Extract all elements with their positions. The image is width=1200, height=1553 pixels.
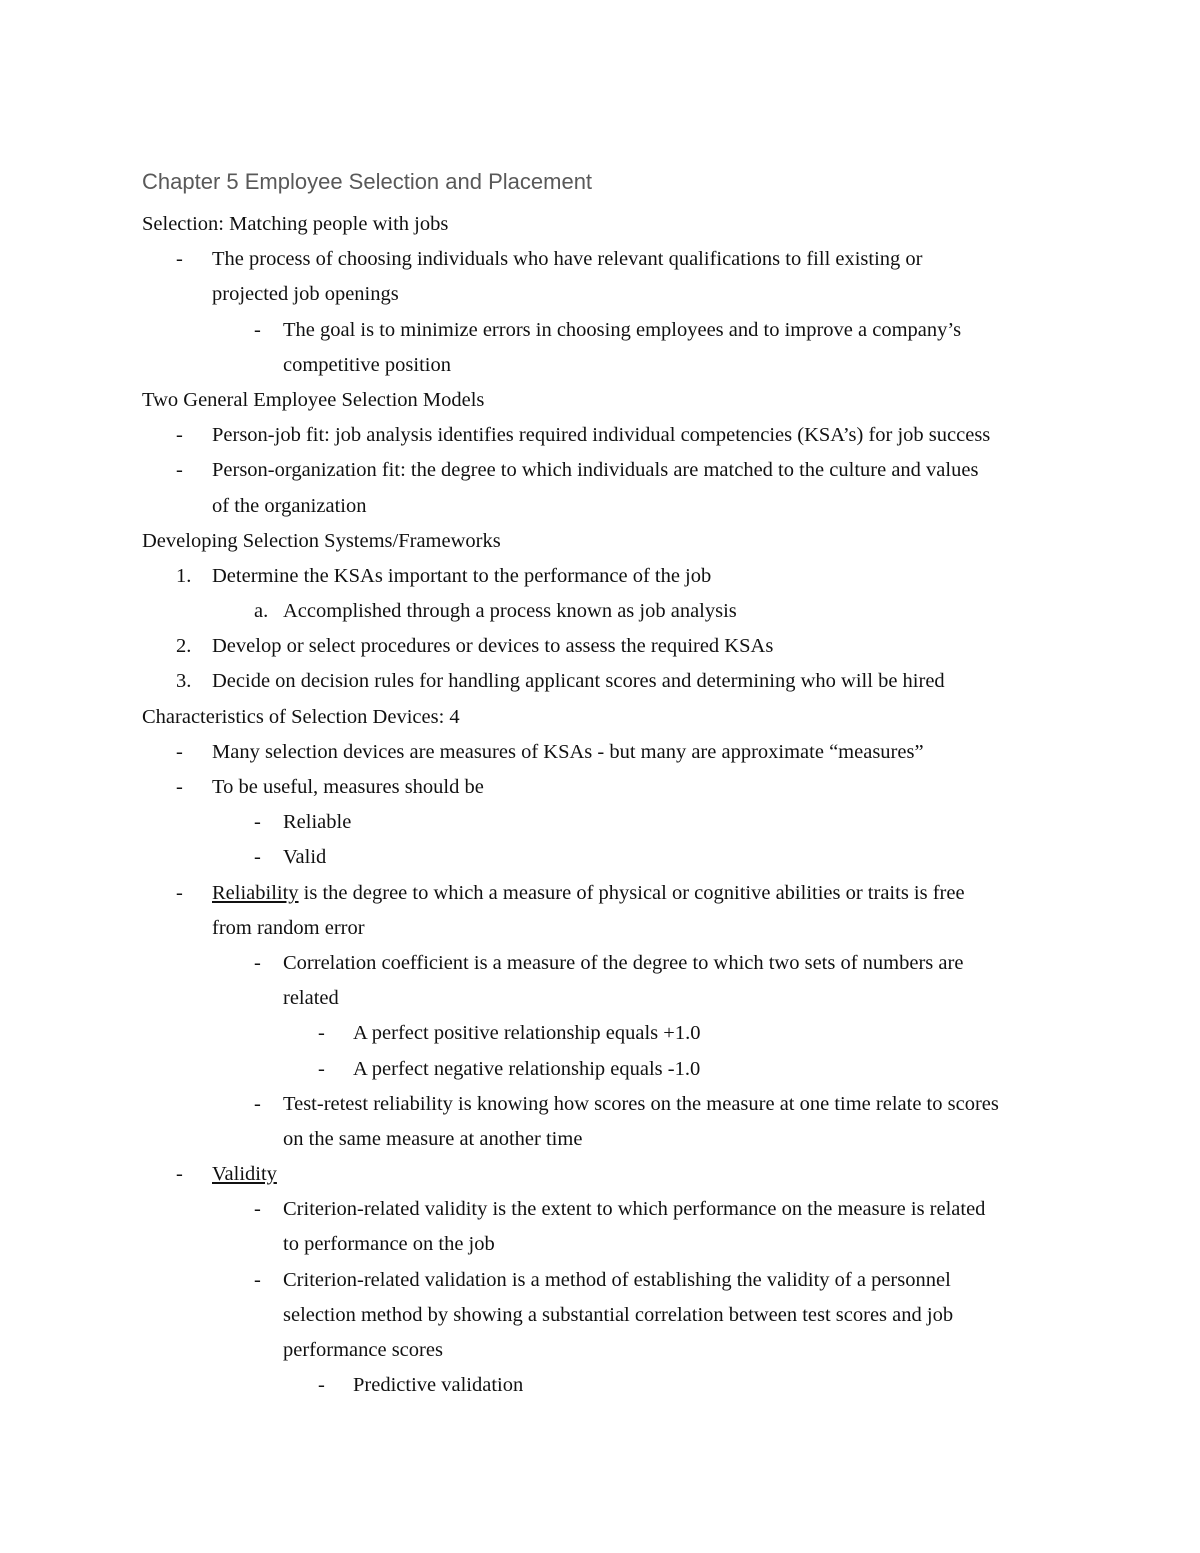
list-item-text: Develop or select procedures or devices to assess the required KSAs bbox=[212, 635, 774, 658]
list-item-text: Decide on decision rules for handling applicant scores and determining who will be hired bbox=[212, 670, 945, 693]
list-item-continuation bbox=[0, 489, 1200, 524]
list-item bbox=[0, 1263, 1200, 1298]
list-item-text: Accomplished through a process known as job analysis bbox=[283, 600, 737, 623]
list-item bbox=[0, 840, 1200, 875]
bullet-marker: - bbox=[318, 1022, 325, 1045]
bullet-marker: - bbox=[318, 1374, 325, 1397]
section-heading-selection-models bbox=[0, 383, 1200, 418]
list-item bbox=[0, 1192, 1200, 1227]
bullet-marker: - bbox=[318, 1057, 325, 1080]
list-item-continuation bbox=[0, 277, 1200, 312]
list-item-continuation bbox=[0, 911, 1200, 946]
bullet-marker: - bbox=[254, 951, 261, 974]
list-item-text: selection method by showing a substantial correlation between test scores and job bbox=[283, 1303, 954, 1326]
list-item-text: A perfect negative relationship equals -1.0 bbox=[353, 1057, 701, 1080]
section-heading-selection-systems bbox=[0, 524, 1200, 559]
list-item-text: Test-retest reliability is knowing how scores on the measure at one time relate to scores bbox=[283, 1092, 999, 1115]
list-item-text: Valid bbox=[283, 846, 327, 869]
bullet-marker: - bbox=[176, 1163, 183, 1186]
term-reliability: Reliability bbox=[212, 881, 299, 904]
list-item-text: Predictive validation bbox=[353, 1374, 524, 1397]
list-item-continuation bbox=[0, 1298, 1200, 1333]
heading-text: Characteristics of Selection Devices: 4 bbox=[142, 705, 460, 728]
bullet-marker: - bbox=[176, 776, 183, 798]
bullet-marker: - bbox=[176, 459, 183, 482]
term-validity: Validity bbox=[212, 1163, 277, 1186]
page-title: Chapter 5 Employee Selection and Placement bbox=[142, 169, 593, 194]
bullet-marker: - bbox=[176, 881, 183, 904]
list-item-text: performance scores bbox=[283, 1339, 443, 1361]
list-item-text: projected job openings bbox=[212, 283, 399, 306]
letter-marker: a. bbox=[254, 600, 269, 623]
list-item bbox=[0, 770, 1200, 805]
list-item-text: of the organization bbox=[212, 494, 367, 517]
list-item-text: from random error bbox=[212, 916, 365, 939]
list-item bbox=[0, 876, 1200, 911]
list-item-text: to performance on the job bbox=[283, 1233, 495, 1256]
section-heading-selection-devices bbox=[0, 700, 1200, 735]
numbered-item bbox=[0, 664, 1200, 699]
number-marker: 3. bbox=[176, 670, 192, 693]
list-item-continuation bbox=[0, 348, 1200, 383]
list-item-text: Reliable bbox=[283, 811, 352, 834]
list-item bbox=[0, 735, 1200, 770]
list-item-text: The process of choosing individuals who have relevant qualifications to fill existing or bbox=[212, 248, 923, 271]
list-item bbox=[0, 1368, 1200, 1403]
list-item-text: Determine the KSAs important to the performance of the job bbox=[212, 564, 712, 587]
bullet-marker: - bbox=[254, 1198, 261, 1221]
number-marker: 2. bbox=[176, 635, 192, 658]
bullet-marker: - bbox=[254, 318, 261, 341]
list-item-text: Criterion-related validation is a method of establishing the validity of a personnel bbox=[283, 1268, 951, 1291]
list-item-text bbox=[212, 876, 965, 911]
list-item-text: Person-organization fit: the degree to which individuals are matched to the culture and values bbox=[212, 459, 979, 482]
list-item bbox=[0, 418, 1200, 453]
list-item bbox=[0, 1087, 1200, 1122]
numbered-item bbox=[0, 559, 1200, 594]
list-item-text: To be useful, measures should be bbox=[212, 776, 484, 798]
list-item bbox=[0, 313, 1200, 348]
list-item bbox=[0, 805, 1200, 840]
bullet-marker: - bbox=[176, 740, 183, 763]
section-heading-selection bbox=[0, 207, 1200, 242]
list-item-text: The goal is to minimize errors in choosing employees and to improve a company’s bbox=[283, 318, 962, 341]
bullet-marker: - bbox=[254, 846, 261, 869]
heading-text: Two General Employee Selection Models bbox=[142, 388, 485, 411]
list-item bbox=[0, 242, 1200, 277]
bullet-marker: - bbox=[254, 1268, 261, 1291]
list-item bbox=[0, 1052, 1200, 1087]
bullet-marker: - bbox=[254, 1092, 261, 1115]
list-item-continuation bbox=[0, 981, 1200, 1016]
list-item bbox=[0, 1157, 1200, 1192]
list-item bbox=[0, 1016, 1200, 1051]
list-item-continuation bbox=[0, 1227, 1200, 1262]
number-marker: 1. bbox=[176, 564, 192, 587]
lettered-item bbox=[0, 594, 1200, 629]
list-item-text: competitive position bbox=[283, 353, 451, 376]
list-item-text: related bbox=[283, 987, 339, 1010]
list-item-continuation bbox=[0, 1333, 1200, 1368]
list-item-text: Person-job fit: job analysis identifies required individual competencies (KSA’s) for job success bbox=[212, 424, 991, 447]
heading-text: Selection: Matching people with jobs bbox=[142, 213, 449, 235]
list-item bbox=[0, 946, 1200, 981]
bullet-marker: - bbox=[254, 811, 261, 834]
bullet-marker: - bbox=[176, 248, 183, 271]
list-item-text: on the same measure at another time bbox=[283, 1127, 583, 1150]
list-item-text: A perfect positive relationship equals +1.0 bbox=[353, 1022, 701, 1045]
list-item-text: Correlation coefficient is a measure of the degree to which two sets of numbers are bbox=[283, 951, 964, 974]
definition-text: is the degree to which a measure of physical or cognitive abilities or traits is free bbox=[298, 881, 965, 904]
numbered-item bbox=[0, 629, 1200, 664]
list-item bbox=[0, 453, 1200, 488]
heading-text: Developing Selection Systems/Frameworks bbox=[142, 529, 501, 552]
notes-body bbox=[0, 207, 1200, 1403]
list-item-continuation bbox=[0, 1122, 1200, 1157]
bullet-marker: - bbox=[176, 424, 183, 447]
list-item-text: Criterion-related validity is the extent to which performance on the measure is related bbox=[283, 1198, 986, 1221]
list-item-text: Many selection devices are measures of KSAs - but many are approximate “measures” bbox=[212, 740, 924, 763]
